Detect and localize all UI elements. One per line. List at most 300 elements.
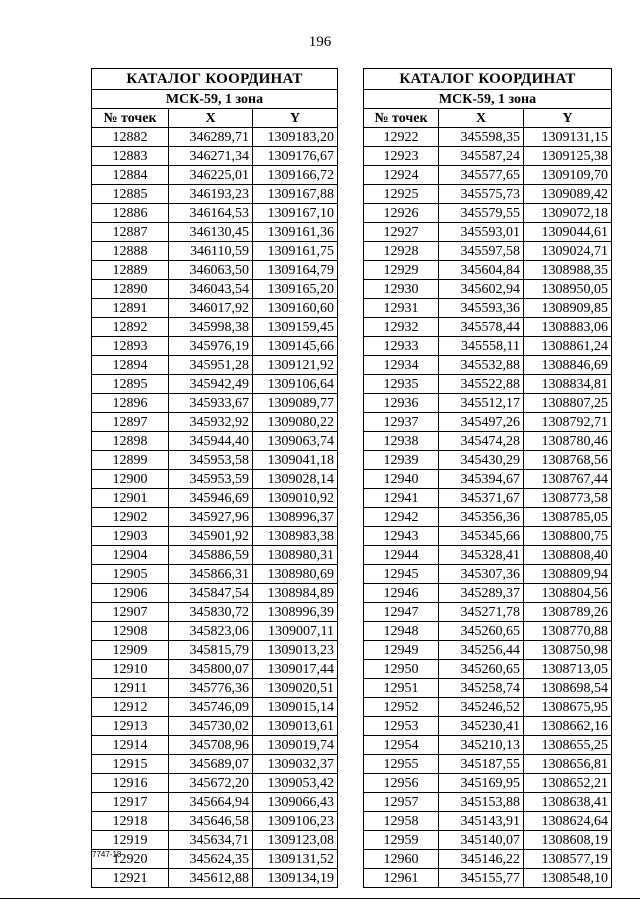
table-row (364, 432, 612, 451)
cell-x: 346164,53 (169, 204, 253, 223)
table-row (364, 660, 612, 679)
cell-y: 1309131,52 (253, 850, 338, 869)
cell-y: 1308950,05 (524, 280, 612, 299)
cell-x: 345307,36 (439, 565, 524, 584)
cell-y: 1308996,37 (253, 508, 338, 527)
cell-x: 345558,11 (439, 337, 524, 356)
cell-point-number: 12925 (364, 185, 439, 204)
cell-y: 1309166,72 (253, 166, 338, 185)
table-row (364, 185, 612, 204)
cell-y: 1309089,77 (253, 394, 338, 413)
table-row (364, 812, 612, 831)
cell-point-number: 12885 (92, 185, 169, 204)
table-row (364, 413, 612, 432)
table-row (364, 546, 612, 565)
cell-point-number: 12936 (364, 394, 439, 413)
cell-point-number: 12920 (92, 850, 169, 869)
cell-point-number: 12904 (92, 546, 169, 565)
cell-x: 345901,92 (169, 527, 253, 546)
cell-y: 1308785,05 (524, 508, 612, 527)
table-row (92, 622, 338, 641)
cell-x: 346043,54 (169, 280, 253, 299)
cell-x: 345933,67 (169, 394, 253, 413)
cell-y: 1308980,69 (253, 565, 338, 584)
cell-x: 345246,52 (439, 698, 524, 717)
cell-point-number: 12883 (92, 147, 169, 166)
cell-point-number: 12950 (364, 660, 439, 679)
table-row (364, 318, 612, 337)
cell-y: 1308767,44 (524, 470, 612, 489)
cell-x: 345953,58 (169, 451, 253, 470)
cell-x: 345624,35 (169, 850, 253, 869)
cell-point-number: 12910 (92, 660, 169, 679)
cell-x: 345976,19 (169, 337, 253, 356)
table-row (92, 280, 338, 299)
table-row (92, 489, 338, 508)
cell-point-number: 12921 (92, 869, 169, 888)
cell-point-number: 12937 (364, 413, 439, 432)
cell-y: 1308768,56 (524, 451, 612, 470)
cell-point-number: 12898 (92, 432, 169, 451)
document-code: 7747-18 (92, 850, 122, 859)
table-row (92, 527, 338, 546)
table-row (92, 223, 338, 242)
table-row (364, 641, 612, 660)
cell-x: 345866,31 (169, 565, 253, 584)
table-row (92, 793, 338, 812)
cell-point-number: 12917 (92, 793, 169, 812)
table-row (92, 850, 338, 869)
cell-y: 1308861,24 (524, 337, 612, 356)
cell-y: 1308656,81 (524, 755, 612, 774)
cell-x: 345664,94 (169, 793, 253, 812)
cell-x: 345258,74 (439, 679, 524, 698)
cell-y: 1308698,54 (524, 679, 612, 698)
cell-y: 1308996,39 (253, 603, 338, 622)
cell-point-number: 12941 (364, 489, 439, 508)
cell-x: 346271,34 (169, 147, 253, 166)
table-row (364, 223, 612, 242)
cell-y: 1308662,16 (524, 717, 612, 736)
table-row (364, 280, 612, 299)
cell-point-number: 12887 (92, 223, 169, 242)
cell-point-number: 12902 (92, 508, 169, 527)
cell-x: 345169,95 (439, 774, 524, 793)
table-row (92, 242, 338, 261)
cell-y: 1308713,05 (524, 660, 612, 679)
cell-y: 1308770,88 (524, 622, 612, 641)
cell-x: 345143,91 (439, 812, 524, 831)
table-row (92, 128, 338, 147)
cell-point-number: 12958 (364, 812, 439, 831)
cell-point-number: 12960 (364, 850, 439, 869)
cell-point-number: 12961 (364, 869, 439, 888)
table-row (92, 755, 338, 774)
cell-point-number: 12897 (92, 413, 169, 432)
cell-point-number: 12949 (364, 641, 439, 660)
table-row (364, 147, 612, 166)
table-row (92, 717, 338, 736)
cell-y: 1308804,56 (524, 584, 612, 603)
cell-y: 1308789,26 (524, 603, 612, 622)
cell-x: 345944,40 (169, 432, 253, 451)
cell-y: 1309145,66 (253, 337, 338, 356)
column-header-x: X (169, 109, 253, 128)
cell-y: 1309165,20 (253, 280, 338, 299)
cell-y: 1309063,74 (253, 432, 338, 451)
table-row (92, 375, 338, 394)
cell-y: 1309121,92 (253, 356, 338, 375)
column-header-x: X (439, 109, 524, 128)
table-body (364, 128, 612, 888)
cell-x: 345932,92 (169, 413, 253, 432)
cell-y: 1308983,38 (253, 527, 338, 546)
cell-point-number: 12890 (92, 280, 169, 299)
cell-point-number: 12954 (364, 736, 439, 755)
cell-x: 345230,41 (439, 717, 524, 736)
table-row (364, 584, 612, 603)
cell-x: 345512,17 (439, 394, 524, 413)
cell-x: 345604,84 (439, 261, 524, 280)
table-row (364, 717, 612, 736)
table-row (364, 736, 612, 755)
cell-point-number: 12956 (364, 774, 439, 793)
cell-x: 345612,88 (169, 869, 253, 888)
cell-y: 1308675,95 (524, 698, 612, 717)
cell-x: 345289,37 (439, 584, 524, 603)
cell-y: 1309183,20 (253, 128, 338, 147)
cell-x: 346193,23 (169, 185, 253, 204)
cell-point-number: 12886 (92, 204, 169, 223)
cell-x: 345579,55 (439, 204, 524, 223)
table-row (364, 375, 612, 394)
cell-x: 346110,59 (169, 242, 253, 261)
table-row (364, 774, 612, 793)
cell-y: 1308608,19 (524, 831, 612, 850)
table-row (364, 565, 612, 584)
cell-point-number: 12884 (92, 166, 169, 185)
cell-y: 1309125,38 (524, 147, 612, 166)
cell-point-number: 12915 (92, 755, 169, 774)
cell-y: 1309161,75 (253, 242, 338, 261)
cell-y: 1308984,89 (253, 584, 338, 603)
page-number: 196 (308, 34, 332, 50)
cell-y: 1309160,60 (253, 299, 338, 318)
cell-point-number: 12955 (364, 755, 439, 774)
cell-point-number: 12901 (92, 489, 169, 508)
cell-point-number: 12905 (92, 565, 169, 584)
cell-x: 345474,28 (439, 432, 524, 451)
cell-point-number: 12931 (364, 299, 439, 318)
cell-x: 345776,36 (169, 679, 253, 698)
cell-point-number: 12918 (92, 812, 169, 831)
cell-y: 1309013,61 (253, 717, 338, 736)
cell-point-number: 12938 (364, 432, 439, 451)
table-row (92, 204, 338, 223)
cell-x: 345140,07 (439, 831, 524, 850)
cell-y: 1308809,94 (524, 565, 612, 584)
cell-point-number: 12929 (364, 261, 439, 280)
table-subtitle: МСК-59, 1 зона (92, 90, 338, 109)
table-row (92, 584, 338, 603)
table-row (364, 850, 612, 869)
table-row (92, 812, 338, 831)
cell-y: 1308909,85 (524, 299, 612, 318)
column-header-point-number: № точек (92, 109, 169, 128)
cell-x: 345371,67 (439, 489, 524, 508)
table-row (92, 432, 338, 451)
cell-y: 1309041,18 (253, 451, 338, 470)
cell-x: 345345,66 (439, 527, 524, 546)
cell-x: 345672,20 (169, 774, 253, 793)
cell-x: 345634,71 (169, 831, 253, 850)
cell-y: 1309053,42 (253, 774, 338, 793)
cell-point-number: 12942 (364, 508, 439, 527)
bottom-divider (0, 898, 640, 899)
table-row (92, 774, 338, 793)
table-row (364, 451, 612, 470)
table-row (364, 489, 612, 508)
cell-point-number: 12943 (364, 527, 439, 546)
cell-x: 345602,94 (439, 280, 524, 299)
cell-x: 345575,73 (439, 185, 524, 204)
cell-x: 345522,88 (439, 375, 524, 394)
cell-x: 345708,96 (169, 736, 253, 755)
table-row (92, 831, 338, 850)
table-row (92, 698, 338, 717)
cell-y: 1309167,88 (253, 185, 338, 204)
table-row (364, 356, 612, 375)
cell-y: 1309013,23 (253, 641, 338, 660)
cell-x: 345532,88 (439, 356, 524, 375)
cell-x: 345886,59 (169, 546, 253, 565)
cell-point-number: 12893 (92, 337, 169, 356)
cell-point-number: 12892 (92, 318, 169, 337)
table-row (92, 337, 338, 356)
cell-y: 1309131,15 (524, 128, 612, 147)
cell-point-number: 12895 (92, 375, 169, 394)
cell-point-number: 12900 (92, 470, 169, 489)
cell-point-number: 12914 (92, 736, 169, 755)
cell-x: 345847,54 (169, 584, 253, 603)
cell-point-number: 12907 (92, 603, 169, 622)
cell-point-number: 12913 (92, 717, 169, 736)
cell-y: 1309176,67 (253, 147, 338, 166)
column-header-y: Y (253, 109, 338, 128)
cell-y: 1309161,36 (253, 223, 338, 242)
cell-point-number: 12923 (364, 147, 439, 166)
cell-y: 1309066,43 (253, 793, 338, 812)
cell-point-number: 12951 (364, 679, 439, 698)
table-row (364, 603, 612, 622)
cell-point-number: 12959 (364, 831, 439, 850)
cell-x: 345430,29 (439, 451, 524, 470)
table-row (364, 470, 612, 489)
cell-x: 345153,88 (439, 793, 524, 812)
cell-point-number: 12926 (364, 204, 439, 223)
cell-y: 1309123,08 (253, 831, 338, 850)
table-row (92, 299, 338, 318)
cell-point-number: 12909 (92, 641, 169, 660)
cell-y: 1308750,98 (524, 641, 612, 660)
cell-y: 1309072,18 (524, 204, 612, 223)
cell-y: 1309159,45 (253, 318, 338, 337)
cell-x: 345951,28 (169, 356, 253, 375)
cell-x: 345187,55 (439, 755, 524, 774)
cell-x: 345260,65 (439, 622, 524, 641)
table-row (92, 451, 338, 470)
cell-x: 346289,71 (169, 128, 253, 147)
table-row (92, 736, 338, 755)
table-row (92, 660, 338, 679)
table-row (92, 356, 338, 375)
cell-point-number: 12919 (92, 831, 169, 850)
cell-y: 1309024,71 (524, 242, 612, 261)
cell-x: 345328,41 (439, 546, 524, 565)
cell-y: 1309089,42 (524, 185, 612, 204)
cell-point-number: 12896 (92, 394, 169, 413)
cell-x: 345730,02 (169, 717, 253, 736)
cell-point-number: 12930 (364, 280, 439, 299)
cell-y: 1309044,61 (524, 223, 612, 242)
table-row (92, 261, 338, 280)
table-row (364, 793, 612, 812)
cell-x: 345998,38 (169, 318, 253, 337)
cell-y: 1309109,70 (524, 166, 612, 185)
cell-y: 1309106,64 (253, 375, 338, 394)
cell-x: 345587,24 (439, 147, 524, 166)
table-row (92, 470, 338, 489)
cell-point-number: 12903 (92, 527, 169, 546)
table-subtitle: МСК-59, 1 зона (364, 90, 612, 109)
cell-x: 345394,67 (439, 470, 524, 489)
cell-x: 345953,59 (169, 470, 253, 489)
cell-point-number: 12927 (364, 223, 439, 242)
cell-y: 1309007,11 (253, 622, 338, 641)
cell-x: 345356,36 (439, 508, 524, 527)
cell-point-number: 12891 (92, 299, 169, 318)
table-row (364, 831, 612, 850)
cell-point-number: 12957 (364, 793, 439, 812)
cell-y: 1309015,14 (253, 698, 338, 717)
cell-x: 345593,36 (439, 299, 524, 318)
cell-x: 346063,50 (169, 261, 253, 280)
cell-point-number: 12952 (364, 698, 439, 717)
table-row (92, 869, 338, 888)
table-row (92, 413, 338, 432)
table-row (92, 603, 338, 622)
cell-x: 345577,65 (439, 166, 524, 185)
cell-y: 1309020,51 (253, 679, 338, 698)
cell-y: 1308577,19 (524, 850, 612, 869)
column-header-y: Y (524, 109, 612, 128)
table-row (364, 242, 612, 261)
table-title: КАТАЛОГ КООРДИНАТ (364, 69, 612, 90)
cell-x: 345597,58 (439, 242, 524, 261)
cell-x: 345271,78 (439, 603, 524, 622)
cell-point-number: 12928 (364, 242, 439, 261)
cell-y: 1309028,14 (253, 470, 338, 489)
cell-x: 345210,13 (439, 736, 524, 755)
cell-point-number: 12912 (92, 698, 169, 717)
cell-y: 1308800,75 (524, 527, 612, 546)
cell-point-number: 12899 (92, 451, 169, 470)
cell-x: 345260,65 (439, 660, 524, 679)
cell-point-number: 12888 (92, 242, 169, 261)
cell-y: 1309080,22 (253, 413, 338, 432)
cell-point-number: 12946 (364, 584, 439, 603)
cell-point-number: 12882 (92, 128, 169, 147)
coordinate-catalog-table-left (91, 68, 338, 888)
cell-y: 1308780,46 (524, 432, 612, 451)
coordinate-catalog-table-right (363, 68, 612, 888)
table-row (92, 508, 338, 527)
table-row (92, 641, 338, 660)
cell-y: 1309167,10 (253, 204, 338, 223)
cell-y: 1308773,58 (524, 489, 612, 508)
table-row (364, 679, 612, 698)
table-row (364, 698, 612, 717)
cell-y: 1309010,92 (253, 489, 338, 508)
table-row (92, 147, 338, 166)
table-row (364, 128, 612, 147)
cell-x: 346017,92 (169, 299, 253, 318)
cell-y: 1308655,25 (524, 736, 612, 755)
cell-point-number: 12933 (364, 337, 439, 356)
cell-x: 345593,01 (439, 223, 524, 242)
cell-y: 1308980,31 (253, 546, 338, 565)
cell-x: 345646,58 (169, 812, 253, 831)
cell-y: 1308988,35 (524, 261, 612, 280)
column-header-point-number: № точек (364, 109, 439, 128)
cell-x: 345689,07 (169, 755, 253, 774)
cell-point-number: 12953 (364, 717, 439, 736)
table-title: КАТАЛОГ КООРДИНАТ (92, 69, 338, 90)
cell-point-number: 12889 (92, 261, 169, 280)
cell-point-number: 12906 (92, 584, 169, 603)
cell-point-number: 12894 (92, 356, 169, 375)
cell-y: 1309019,74 (253, 736, 338, 755)
cell-x: 345578,44 (439, 318, 524, 337)
cell-point-number: 12908 (92, 622, 169, 641)
table-row (364, 204, 612, 223)
cell-y: 1308638,41 (524, 793, 612, 812)
table-row (92, 565, 338, 584)
cell-x: 346225,01 (169, 166, 253, 185)
cell-point-number: 12939 (364, 451, 439, 470)
table-row (364, 869, 612, 888)
cell-point-number: 12947 (364, 603, 439, 622)
cell-point-number: 12916 (92, 774, 169, 793)
cell-point-number: 12911 (92, 679, 169, 698)
cell-point-number: 12945 (364, 565, 439, 584)
table-row (364, 527, 612, 546)
table-row (364, 622, 612, 641)
table-row (364, 394, 612, 413)
cell-y: 1308792,71 (524, 413, 612, 432)
cell-y: 1308808,40 (524, 546, 612, 565)
cell-y: 1308834,81 (524, 375, 612, 394)
table-row (92, 185, 338, 204)
table-row (364, 299, 612, 318)
cell-x: 345800,07 (169, 660, 253, 679)
cell-point-number: 12944 (364, 546, 439, 565)
table-row (92, 394, 338, 413)
cell-y: 1308883,06 (524, 318, 612, 337)
table-row (92, 318, 338, 337)
cell-y: 1308548,10 (524, 869, 612, 888)
cell-point-number: 12922 (364, 128, 439, 147)
